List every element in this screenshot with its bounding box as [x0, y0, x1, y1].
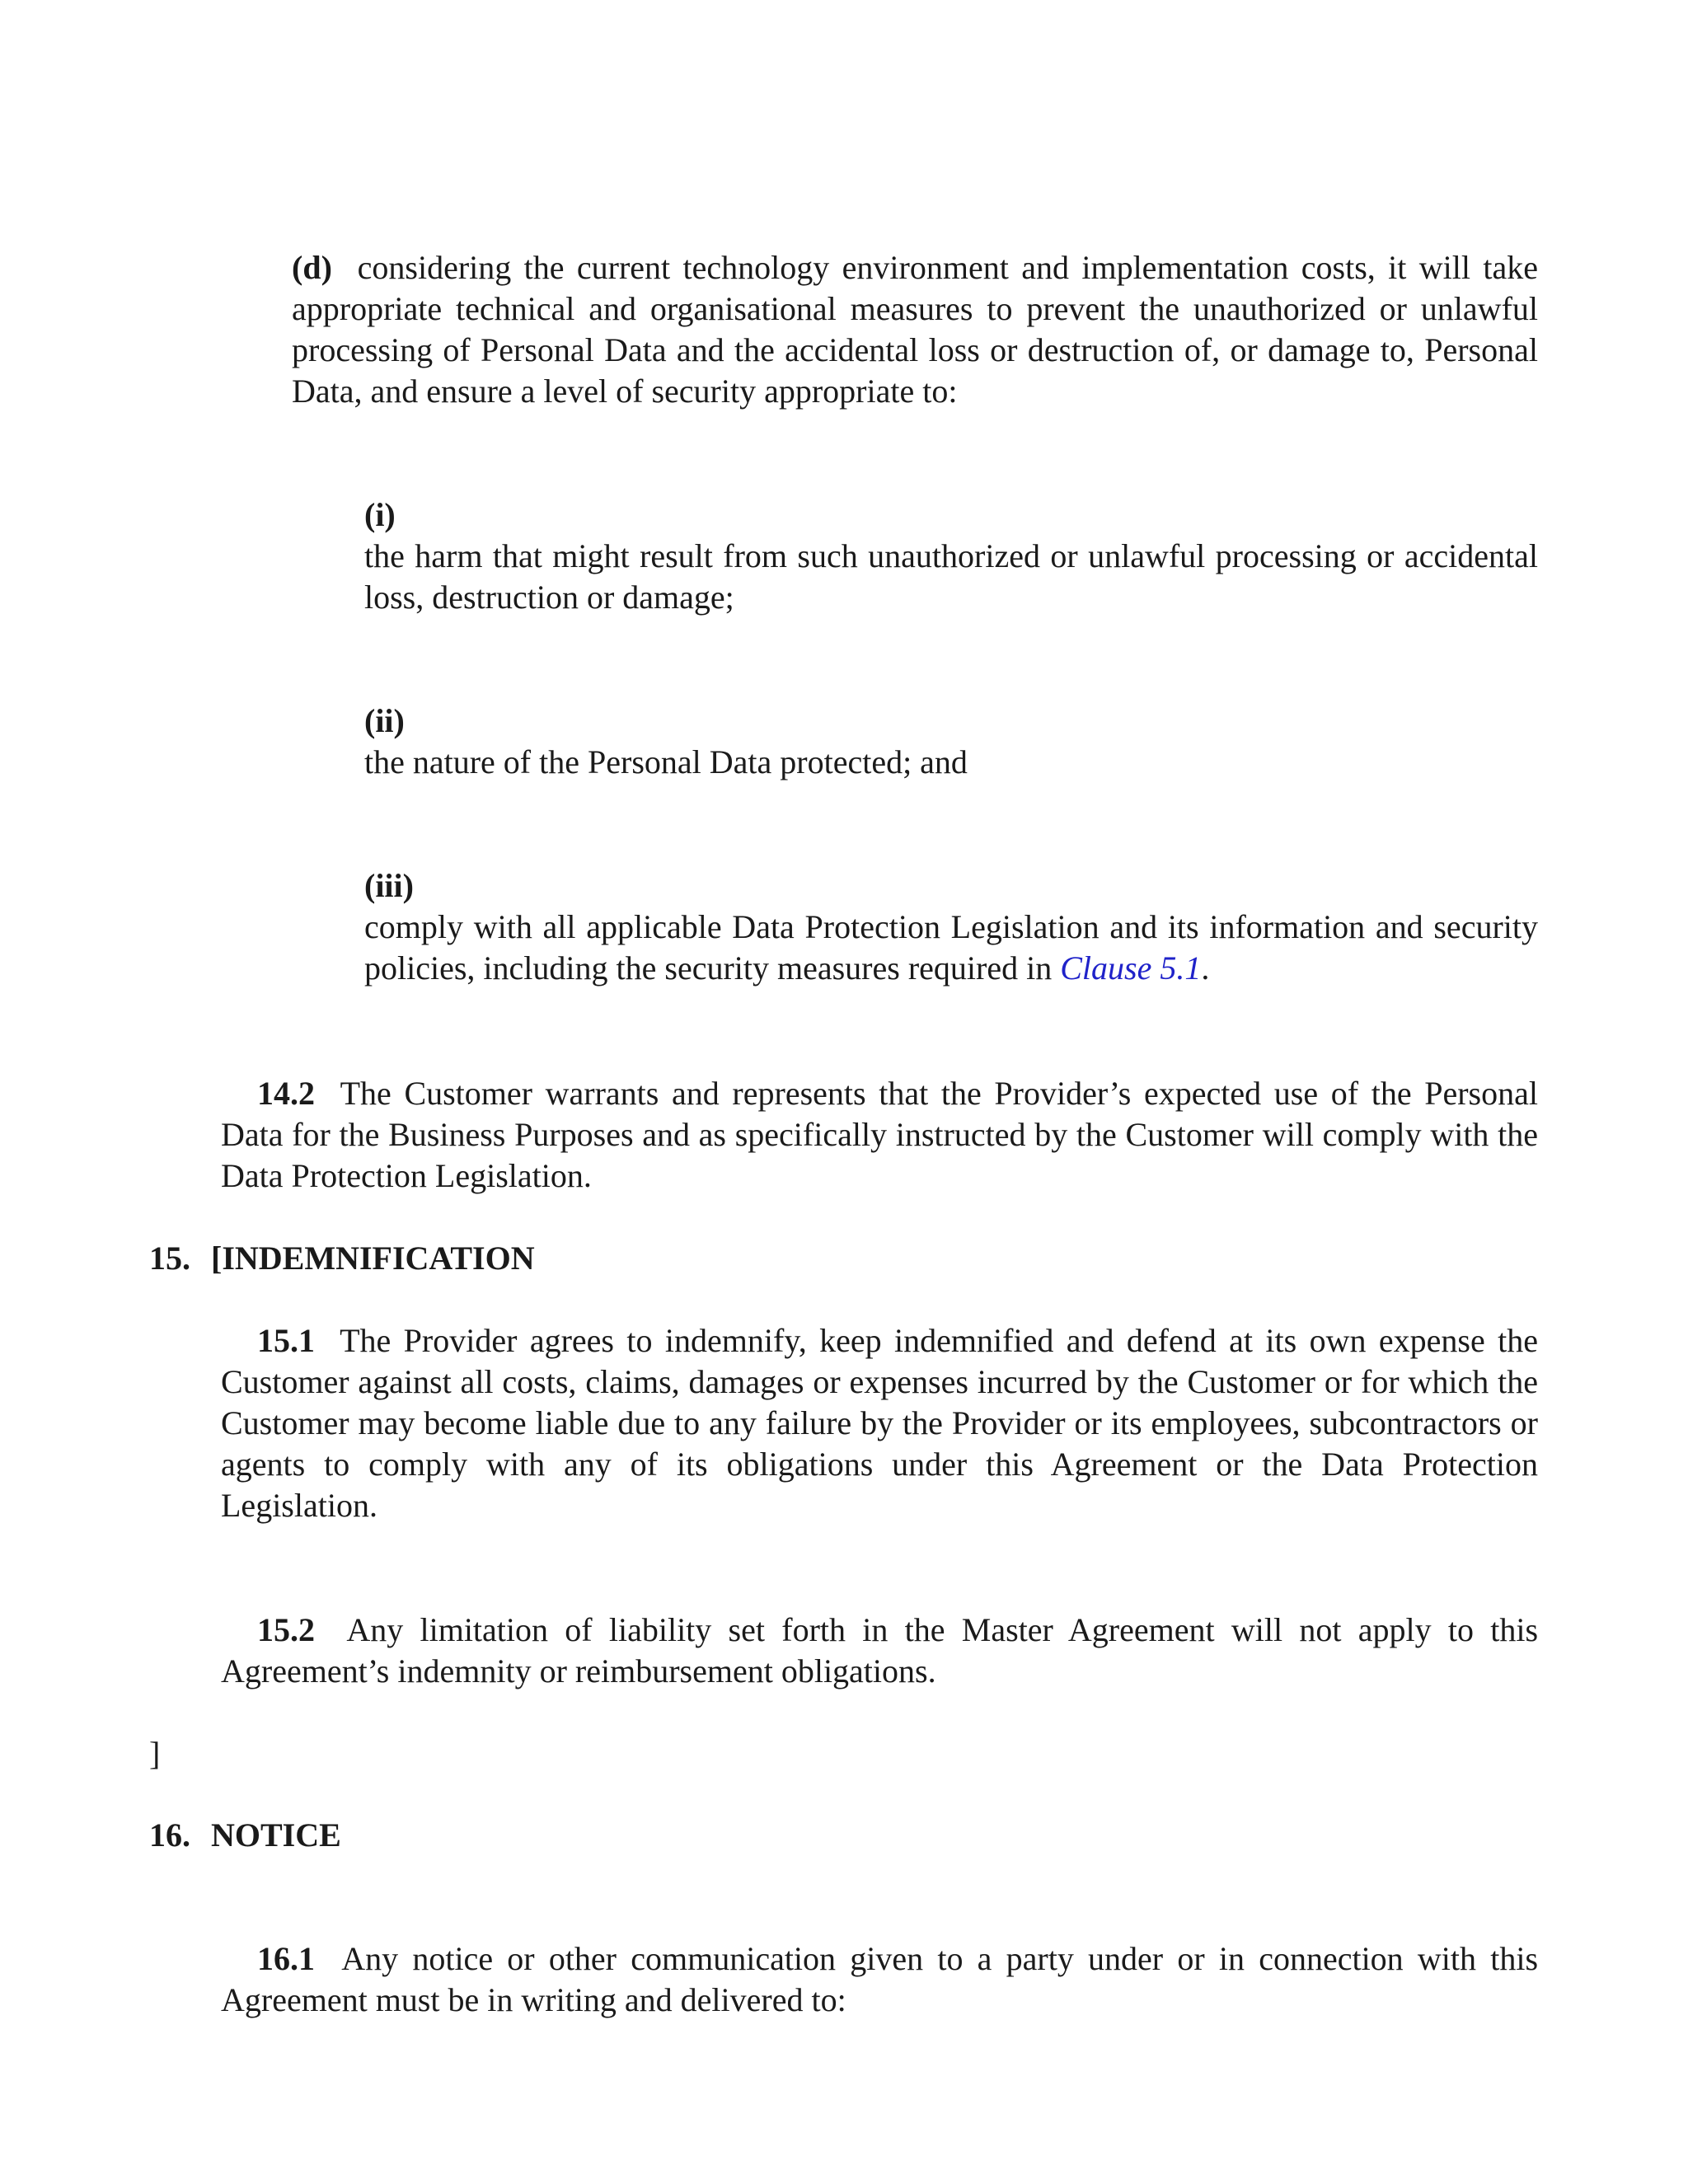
clause-number: 15.2 — [257, 1611, 315, 1648]
sub-item-label: (ii) — [364, 702, 405, 739]
clause-text: Any limitation of liability set forth in the Master Agreement will not apply to this Agreement’s indemnity or reimbursement obligations. — [221, 1611, 1539, 1690]
clause-number: 16.1 — [257, 1940, 315, 1977]
section-16-heading — [149, 1815, 341, 1856]
clause-number: 14.2 — [257, 1075, 315, 1112]
section-number: 16. — [149, 1816, 190, 1854]
sub-item-text: the harm that might result from such unauthorized or unlawful processing or accidental loss, destruction or damage; — [364, 537, 1538, 616]
sub-item-ii — [364, 701, 1538, 783]
clause-label: (d) — [292, 249, 332, 286]
section-15-heading — [149, 1238, 535, 1279]
section-number: 15. — [149, 1240, 190, 1277]
clause-number: 15.1 — [257, 1322, 315, 1359]
clause-text: The Customer warrants and represents that the Provider’s expected use of the Personal Data for the Business Purposes and as specifically instructed by the Customer will comply with the Data Protection Legislation. — [221, 1075, 1538, 1194]
clause-5-1-link[interactable]: Clause 5.1 — [1060, 949, 1202, 987]
sub-item-text-start: comply with all applicable Data Protection Legislation and its information and security policies, including the security measures required in — [364, 908, 1538, 987]
clause-14-2 — [221, 1073, 1538, 1197]
clause-16-1 — [221, 1938, 1538, 2021]
clause-text: The Provider agrees to indemnify, keep indemnified and defend at its own expense the Customer against all costs, claims, damages or expenses incurred by the Customer or for which the Customer may become liable due to any failure by the Provider or its employees, subcontractors or agents to comply with any of its obligations under this Agreement or the Data Protection Legislation. — [221, 1322, 1538, 1524]
closing-bracket: ] — [149, 1735, 161, 1772]
sub-item-label: (i) — [364, 496, 396, 533]
sub-item-text — [364, 907, 1538, 989]
clause-15-2 — [221, 1610, 1538, 1692]
sub-item-i — [364, 494, 1538, 618]
sub-item-iii — [364, 865, 1538, 989]
clause-15-1 — [221, 1320, 1538, 1526]
clause-text: considering the current technology environment and implementation costs, it will take appropriate technical and organisational measures to prevent the unauthorized or unlawful processing of Personal Data and the accidental loss or destruction of, or damage to, Personal Data, and ensure a level of security appropriate to: — [292, 249, 1538, 410]
section-title: [INDEMNIFICATION — [211, 1240, 535, 1277]
section-title: NOTICE — [211, 1816, 341, 1854]
clause-text: Any notice or other communication given to a party under or in connection with this Agreement must be in writing and delivered to: — [221, 1940, 1539, 2018]
clause-14-1-d — [292, 247, 1538, 412]
sub-item-label: (iii) — [364, 867, 414, 904]
sub-item-text-end: . — [1201, 949, 1210, 987]
sub-item-text: the nature of the Personal Data protected; and — [364, 743, 968, 780]
